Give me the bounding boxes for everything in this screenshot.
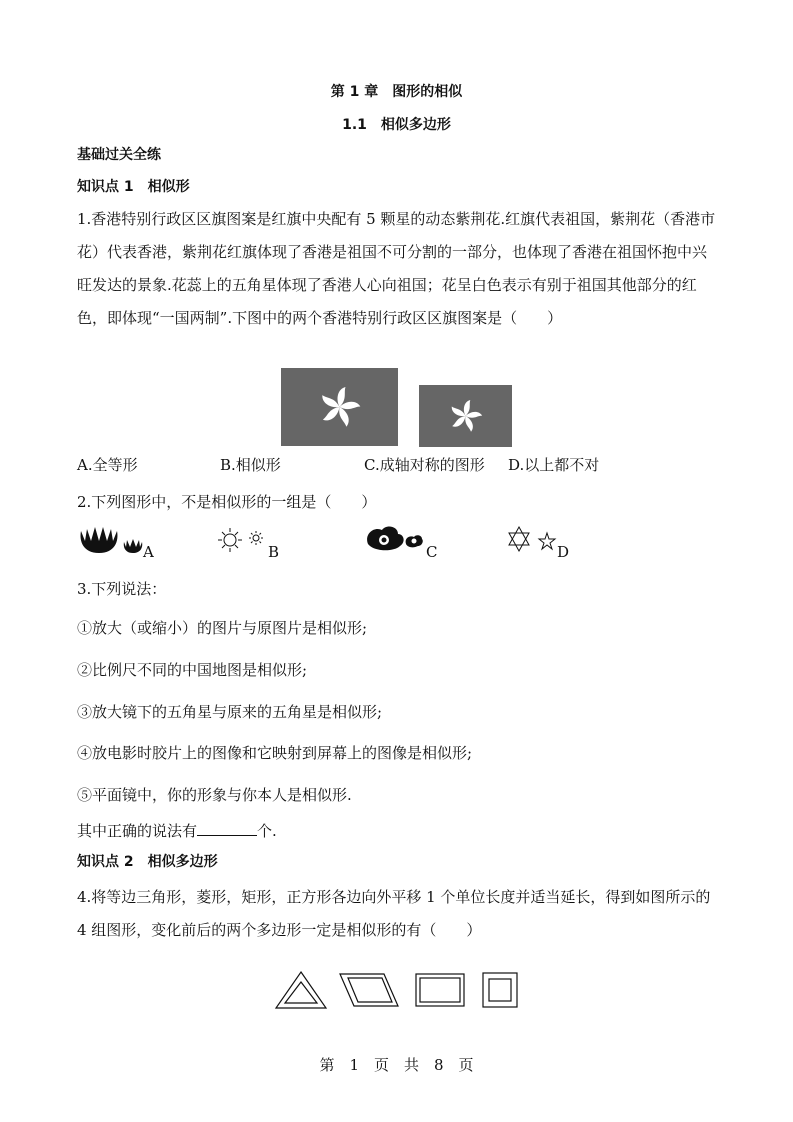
q1-text: 1.香港特别行政区区旗图案是红旗中央配有 5 颗星的动态紫荆花.红旗代表祖国，紫荆花（香港市花）代表香港，紫荆花红旗体现了香港是祖国不可分割的一部分，也体现了香港在祖国怀抱中兴旺发达的景象.花蕊上的五角星体现了香港人心向祖国；花呈白色表示有别于祖国其他部分的红色，即体现“一国两制”.下图中的两个香港特别行政区区旗图案是（ ） bbox=[77, 210, 716, 327]
bauhinia-icon-small bbox=[419, 385, 512, 447]
cloud-icon bbox=[364, 524, 424, 556]
rhombus-figure bbox=[338, 972, 400, 1008]
triangle-figure bbox=[274, 970, 328, 1010]
q3-answer-line bbox=[77, 821, 277, 841]
q3-item-5: ⑤平面镜中，你的形象与你本人是相似形. bbox=[77, 786, 352, 804]
q2-text: 2.下列图形中，不是相似形的一组是（ ） bbox=[77, 493, 377, 511]
sun-icon bbox=[218, 526, 268, 556]
q3-item-3: ③放大镜下的五角星与原来的五角星是相似形; bbox=[77, 703, 383, 721]
star-icon bbox=[507, 525, 557, 555]
rectangle-figure bbox=[414, 972, 466, 1008]
q3-item-2: ②比例尺不同的中国地图是相似形; bbox=[77, 661, 308, 679]
page-footer: 第 1 页 共 8 页 bbox=[319, 1056, 474, 1074]
q2-label-a: A bbox=[143, 543, 154, 561]
q3-answer-prefix: 其中正确的说法有 bbox=[77, 822, 198, 840]
q2-label-c: C bbox=[426, 543, 438, 561]
kp1-title: 知识点 1 相似形 bbox=[77, 179, 190, 195]
q3-item-4: ④放电影时胶片上的图像和它映射到屏幕上的图像是相似形; bbox=[77, 744, 473, 762]
bauhinia-icon bbox=[281, 368, 398, 446]
flag-large bbox=[281, 368, 398, 446]
q3-answer-blank[interactable] bbox=[197, 821, 257, 836]
section-title: 1.1 相似多边形 bbox=[342, 117, 451, 133]
flag-small bbox=[419, 385, 512, 447]
q4-text: 4.将等边三角形，菱形，矩形，正方形各边向外平移 1 个单位长度并适当延长，得到如图所示的 4 组图形，变化前后的两个多边形一定是相似形的有（ ） bbox=[77, 888, 711, 939]
q2-label-b: B bbox=[268, 543, 280, 561]
q3-answer-suffix: 个. bbox=[257, 822, 277, 840]
q3-text: 3.下列说法： bbox=[77, 580, 167, 598]
q3-item-1: ①放大（或缩小）的图片与原图片是相似形; bbox=[77, 619, 368, 637]
q2-label-d: D bbox=[557, 543, 570, 561]
heading-basic: 基础过关全练 bbox=[77, 147, 161, 163]
q1-option-c: C.成轴对称的图形 bbox=[364, 456, 485, 474]
square-figure bbox=[481, 971, 519, 1009]
q1-option-a: A.全等形 bbox=[77, 456, 138, 474]
q1-option-b: B.相似形 bbox=[220, 456, 281, 474]
shell-icon bbox=[77, 527, 147, 557]
chapter-title: 第 1 章 图形的相似 bbox=[330, 84, 463, 100]
kp2-title: 知识点 2 相似多边形 bbox=[77, 854, 218, 870]
q1-option-d: D.以上都不对 bbox=[508, 456, 600, 474]
